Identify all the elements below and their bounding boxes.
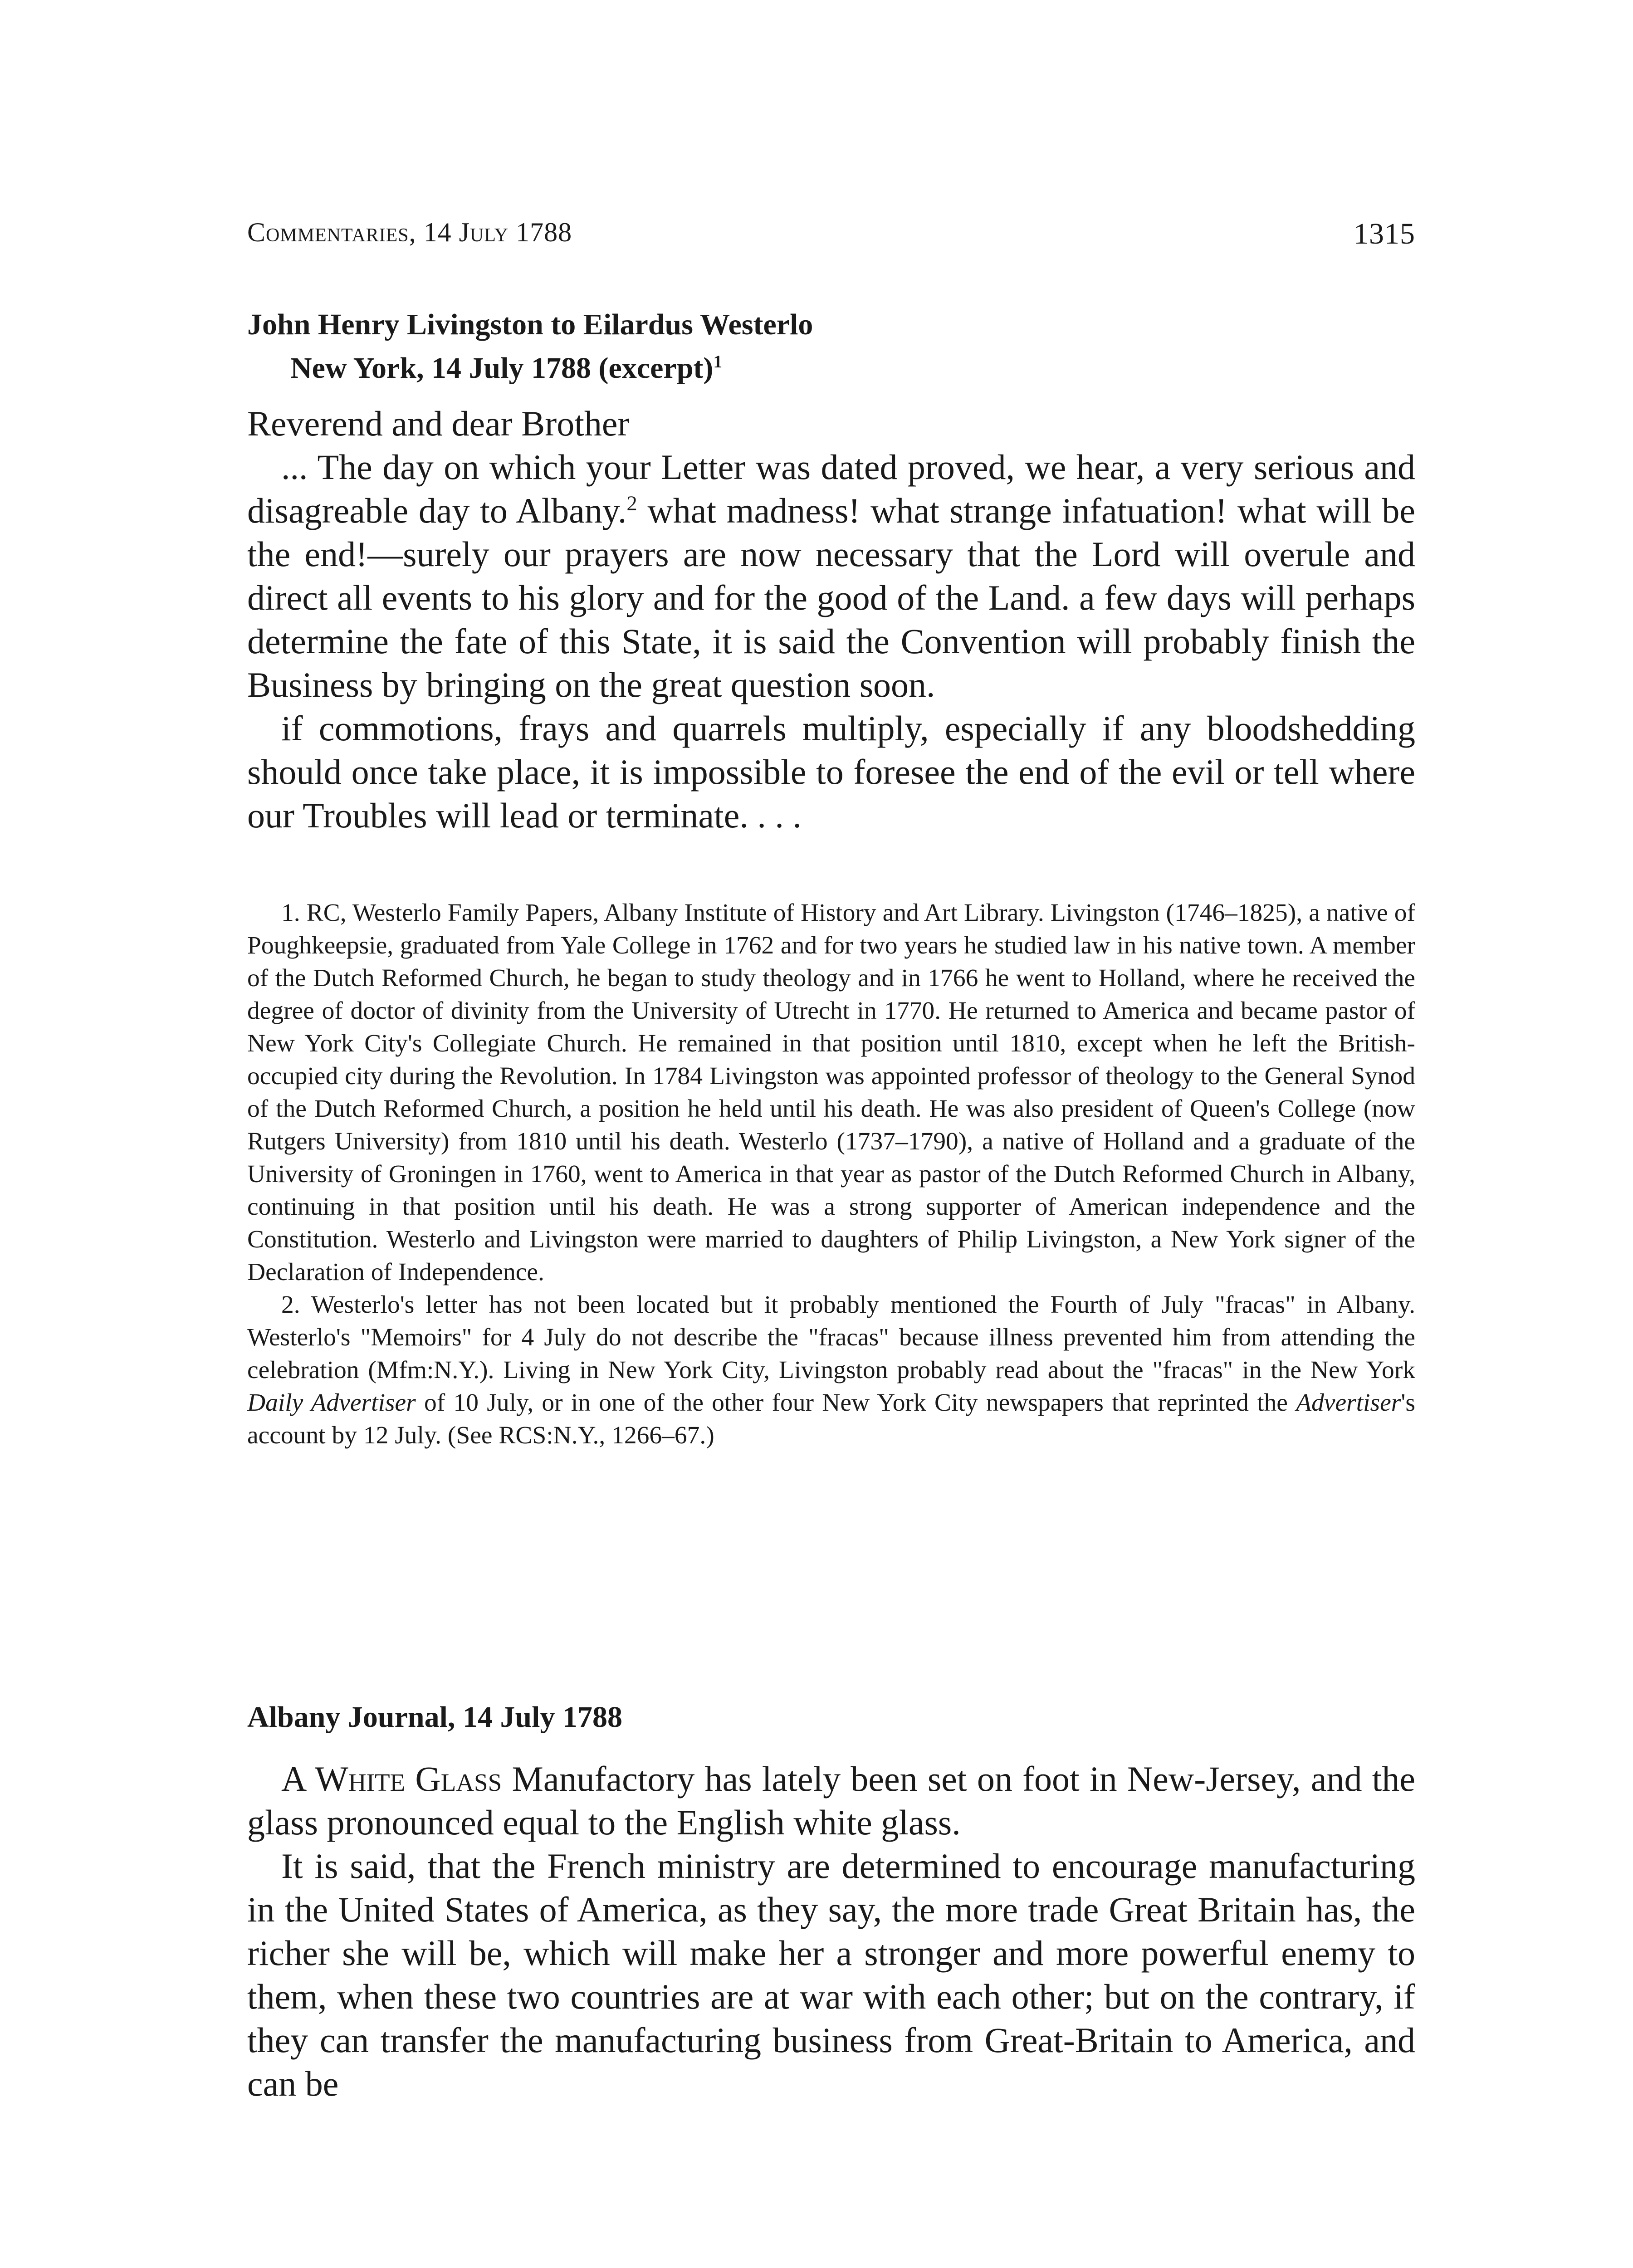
footnote-2-text-c: 's account by 12 July. (See RCS:N.Y., 1266–67.) (247, 1389, 1415, 1449)
footnote-ref-1: 1 (713, 352, 723, 371)
document-heading-albany-journal: Albany Journal, 14 July 1788 (247, 1701, 622, 1734)
albany-journal-paragraph-1-text-a: A (281, 1759, 315, 1799)
letter-paragraph-1-text-a: ... The day on which your Letter was dated proved, we hear, a very serious and disagreable day to Albany. (247, 447, 1415, 530)
footnote-2-italic-advertiser: Advertiser (1296, 1389, 1401, 1417)
albany-journal-smallcaps-phrase: White Glass (315, 1759, 502, 1799)
page-number: 1315 (1354, 217, 1415, 250)
footnote-2-italic-newspaper: Daily Advertiser (247, 1389, 416, 1417)
letter-paragraph-1-text-b: what madness! what strange infatuation! what will be the end!—surely our prayers are now necessary that the Lord will overule and direct all events to his glory and for the good of the Land. a few days will perhaps determine the fate of this State, it is said the Convention will probably finish the Business by bringing on the great question soon. (247, 491, 1415, 704)
running-head-title: Commentaries, 14 July 1788 (247, 217, 572, 247)
letter-paragraph-1 (247, 445, 1415, 707)
salutation: Reverend and dear Brother (247, 404, 630, 443)
footnote-2-text-b: of 10 July, or in one of the other four New York City newspapers that reprinted the (416, 1389, 1296, 1417)
albany-journal-paragraph-1-text-b: Manufactory has lately been set on foot in New-Jersey, and the glass pronounced equal to the English white glass. (247, 1759, 1415, 1842)
footnote-2-text-a: 2. Westerlo's letter has not been located but it probably mentioned the Fourth of July "fracas" in Albany. Westerlo's "Memoirs" for 4 July do not describe the "fracas" because illness prevented him from attending the celebration (Mfm:N.Y.). Living in New York City, Livingston probably read about the "fracas" in the New York (247, 1291, 1415, 1384)
document-heading-livingston (247, 303, 813, 390)
albany-journal-paragraph-2: It is said, that the French ministry are determined to encourage manufacturing in the United States of America, as they say, the more trade Great Britain has, the richer she will be, which will make her a stronger and more powerful enemy to them, when these two countries are at war with each other; but on the contrary, if they can transfer the manufacturing business from Great-Britain to America, and can be (247, 1846, 1415, 2103)
footnote-2 (247, 1289, 1415, 1452)
footnote-1: 1. RC, Westerlo Family Papers, Albany Institute of History and Art Library. Livingston (1746–1825), a native of Poughkeepsie, graduated from Yale College in 1762 and for two years he studied law in his native town. A member of the Dutch Reformed Church, he began to study theology and in 1766 he went to Holland, where he received the degree of doctor of divinity from the University of Utrecht in 1770. He returned to America and became pastor of New York City's Collegiate Church. He remained in that position until 1810, except when he left the British-occupied city during the Revolution. In 1784 Livingston was appointed professor of theology to the General Synod of the Dutch Reformed Church, a position he held until his death. He was also president of Queen's College (now Rutgers University) from 1810 until his death. Westerlo (1737–1790), a native of Holland and a graduate of the University of Groningen in 1760, went to America in that year as pastor of the Dutch Reformed Church in Albany, continuing in that position until his death. He was a strong supporter of American independence and the Constitution. Westerlo and Livingston were married to daughters of Philip Livingston, a New York signer of the Declaration of Independence. (247, 899, 1415, 1286)
footnote-ref-2: 2 (626, 492, 637, 515)
document-heading-line1: John Henry Livingston to Eilardus Westerlo (247, 308, 813, 341)
running-head (247, 217, 1415, 253)
document-heading-dateline: New York, 14 July 1788 (excerpt) (290, 352, 714, 385)
letter-paragraph-2: if commotions, frays and quarrels multiply, especially if any bloodshedding should once take place, it is impossible to foresee the end of the evil or tell where our Troubles will lead or terminate. . . . (247, 709, 1415, 835)
letter-body (247, 402, 1415, 837)
albany-journal-body (247, 1757, 1415, 2106)
document-heading-line2 (247, 347, 813, 390)
footnotes (247, 897, 1415, 1452)
albany-journal-paragraph-1 (247, 1757, 1415, 1844)
